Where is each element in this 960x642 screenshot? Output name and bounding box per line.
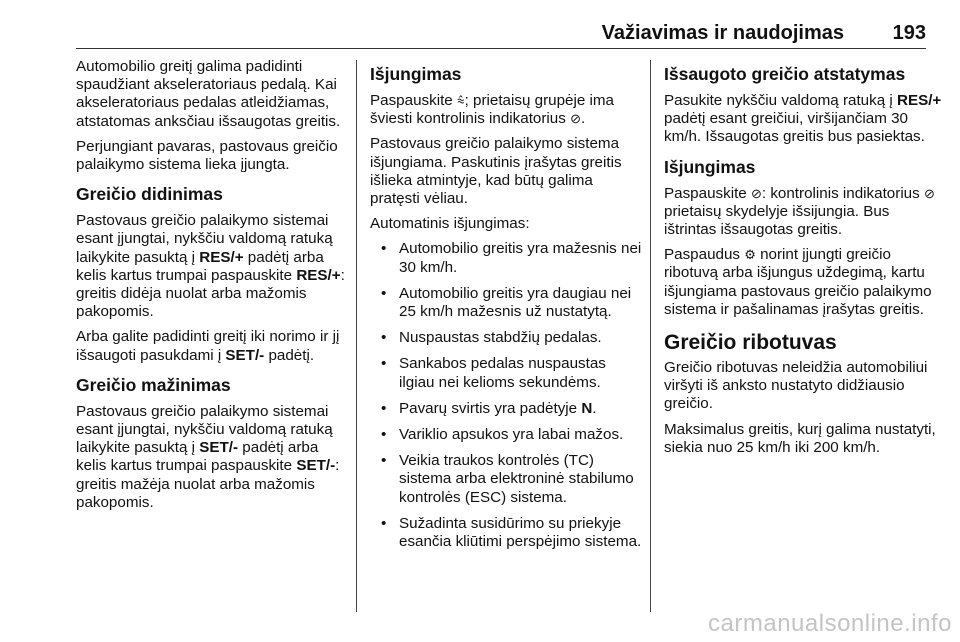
column-2 [370,58,645,559]
column-divider [356,60,357,612]
list-item: • Automobilio greitis yra daugiau nei 25 km/h mažesnis už nustatytą. [370,285,645,321]
column-3 [664,58,944,464]
paragraph: Pasukite nykščiu valdomą ratuką į RES/+ padėtį esant greičiui, viršijančiam 30 km/h. Išsaugotas greitis bus pasiektas. [664,92,942,146]
list-item: • Veikia traukos kontrolės (TC) sistema arba elektroninė stabilumo kontrolės (ESC) sistema. [370,452,645,507]
section-heading-decrease: Greičio mažinimas [76,374,231,395]
paragraph: Paspauskite ⊘: kontrolinis indikatorius ⊘ prietaisų skydelyje išsijungia. Bus ištrintas išsaugotas greitis. [664,184,935,239]
paragraph: Pastovaus greičio palaikymo sistemai esant įjungtai, nykščiu valdomą ratuką laikykite pasuktą į SET/- padėtį arba kelis kartus trumpai paspauskite SET/-: greitis mažėja nuolat arba mažomis pakopomis. [76,402,340,511]
paragraph: Pastovaus greičio palaikymo sistemai esant įjungtai, nykščiu valdomą ratuką laikykite pasuktą į RES/+ padėtį arba kelis kartus trumpai paspauskite RES/+: greitis didėja nuolat arba mažomis pakopomis. [76,212,345,321]
section-heading-limiter: Greičio ribotuvas [664,331,837,355]
paragraph: Greičio ribotuvas neleidžia automobiliui viršyti iš anksto nustatyto didžiausio greičio. [664,359,928,413]
list-item: • Automobilio greitis yra mažesnis nei 30 km/h. [370,240,645,276]
paragraph: Automobilio greitį galima padidinti spaudžiant akseleratoriaus pedalą. Kai akseleratoriaus pedalas atleidžiamas, atstatomas anksčiau išsaugotas greitis. [76,58,341,130]
paragraph: Arba galite padidinti greitį iki norimo ir jį išsaugoti pasukdami į SET/- padėtį. [76,328,340,364]
section-heading-off: Išjungimas [664,156,756,177]
auto-off-list [370,240,645,551]
section-heading-restore: Išsaugoto greičio atstatymas [664,64,906,84]
list-item: • Sankabos pedalas nuspaustas ilgiau nei kelioms sekundėms. [370,355,645,391]
paragraph: Automatinis išjungimas: [370,215,530,233]
paragraph: Pastovaus greičio palaikymo sistema išjungiama. Paskutinis įrašytas greitis išlieka atmintyje, kad būtų galima pratęsti vėliau. [370,135,622,208]
cruise-control-icon: ⊘ [570,111,581,127]
paragraph: Maksimalus greitis, kurį galima nustatyti, siekia nuo 25 km/h iki 200 km/h. [664,420,936,456]
watermark: carmanualsonline.info [708,610,952,637]
column-1 [76,58,348,519]
paragraph: Paspauskite ⩯; prietaisų grupėje ima šviesti kontrolinis indikatorius ⊘. [370,92,614,128]
list-item: • Pavarų svirtis yra padėtyje N. [370,400,645,418]
column-divider [650,60,651,612]
cruise-control-icon: ⊘ [923,185,935,201]
section-heading-increase: Greičio didinimas [76,184,223,205]
paragraph: Perjungiant pavaras, pastovaus greičio palaikymo sistema lieka įjungta. [76,137,338,174]
page-number: 193 [892,22,926,44]
list-item: • Variklio apsukos yra labai mažos. [370,426,645,444]
section-heading-off: Išjungimas [370,64,462,84]
speed-limiter-icon: ⚙ [744,247,756,263]
cruise-cancel-icon: ⩯ [456,93,465,108]
cruise-control-icon: ⊘ [750,185,762,201]
paragraph: Paspaudus ⚙ norint įjungti greičio ribotuvą arba išjungus uždegimą, kartu išjungiama pastovaus greičio palaikymo sistema ir pašalinamas įrašytas greitis. [664,246,932,318]
list-item: • Sužadinta susidūrimo su priekyje esančia kliūtimi perspėjimo sistema. [370,515,645,551]
list-item: • Nuspaustas stabdžių pedalas. [370,329,645,347]
chapter-title: Važiavimas ir naudojimas [601,22,844,44]
page-header [76,0,926,49]
